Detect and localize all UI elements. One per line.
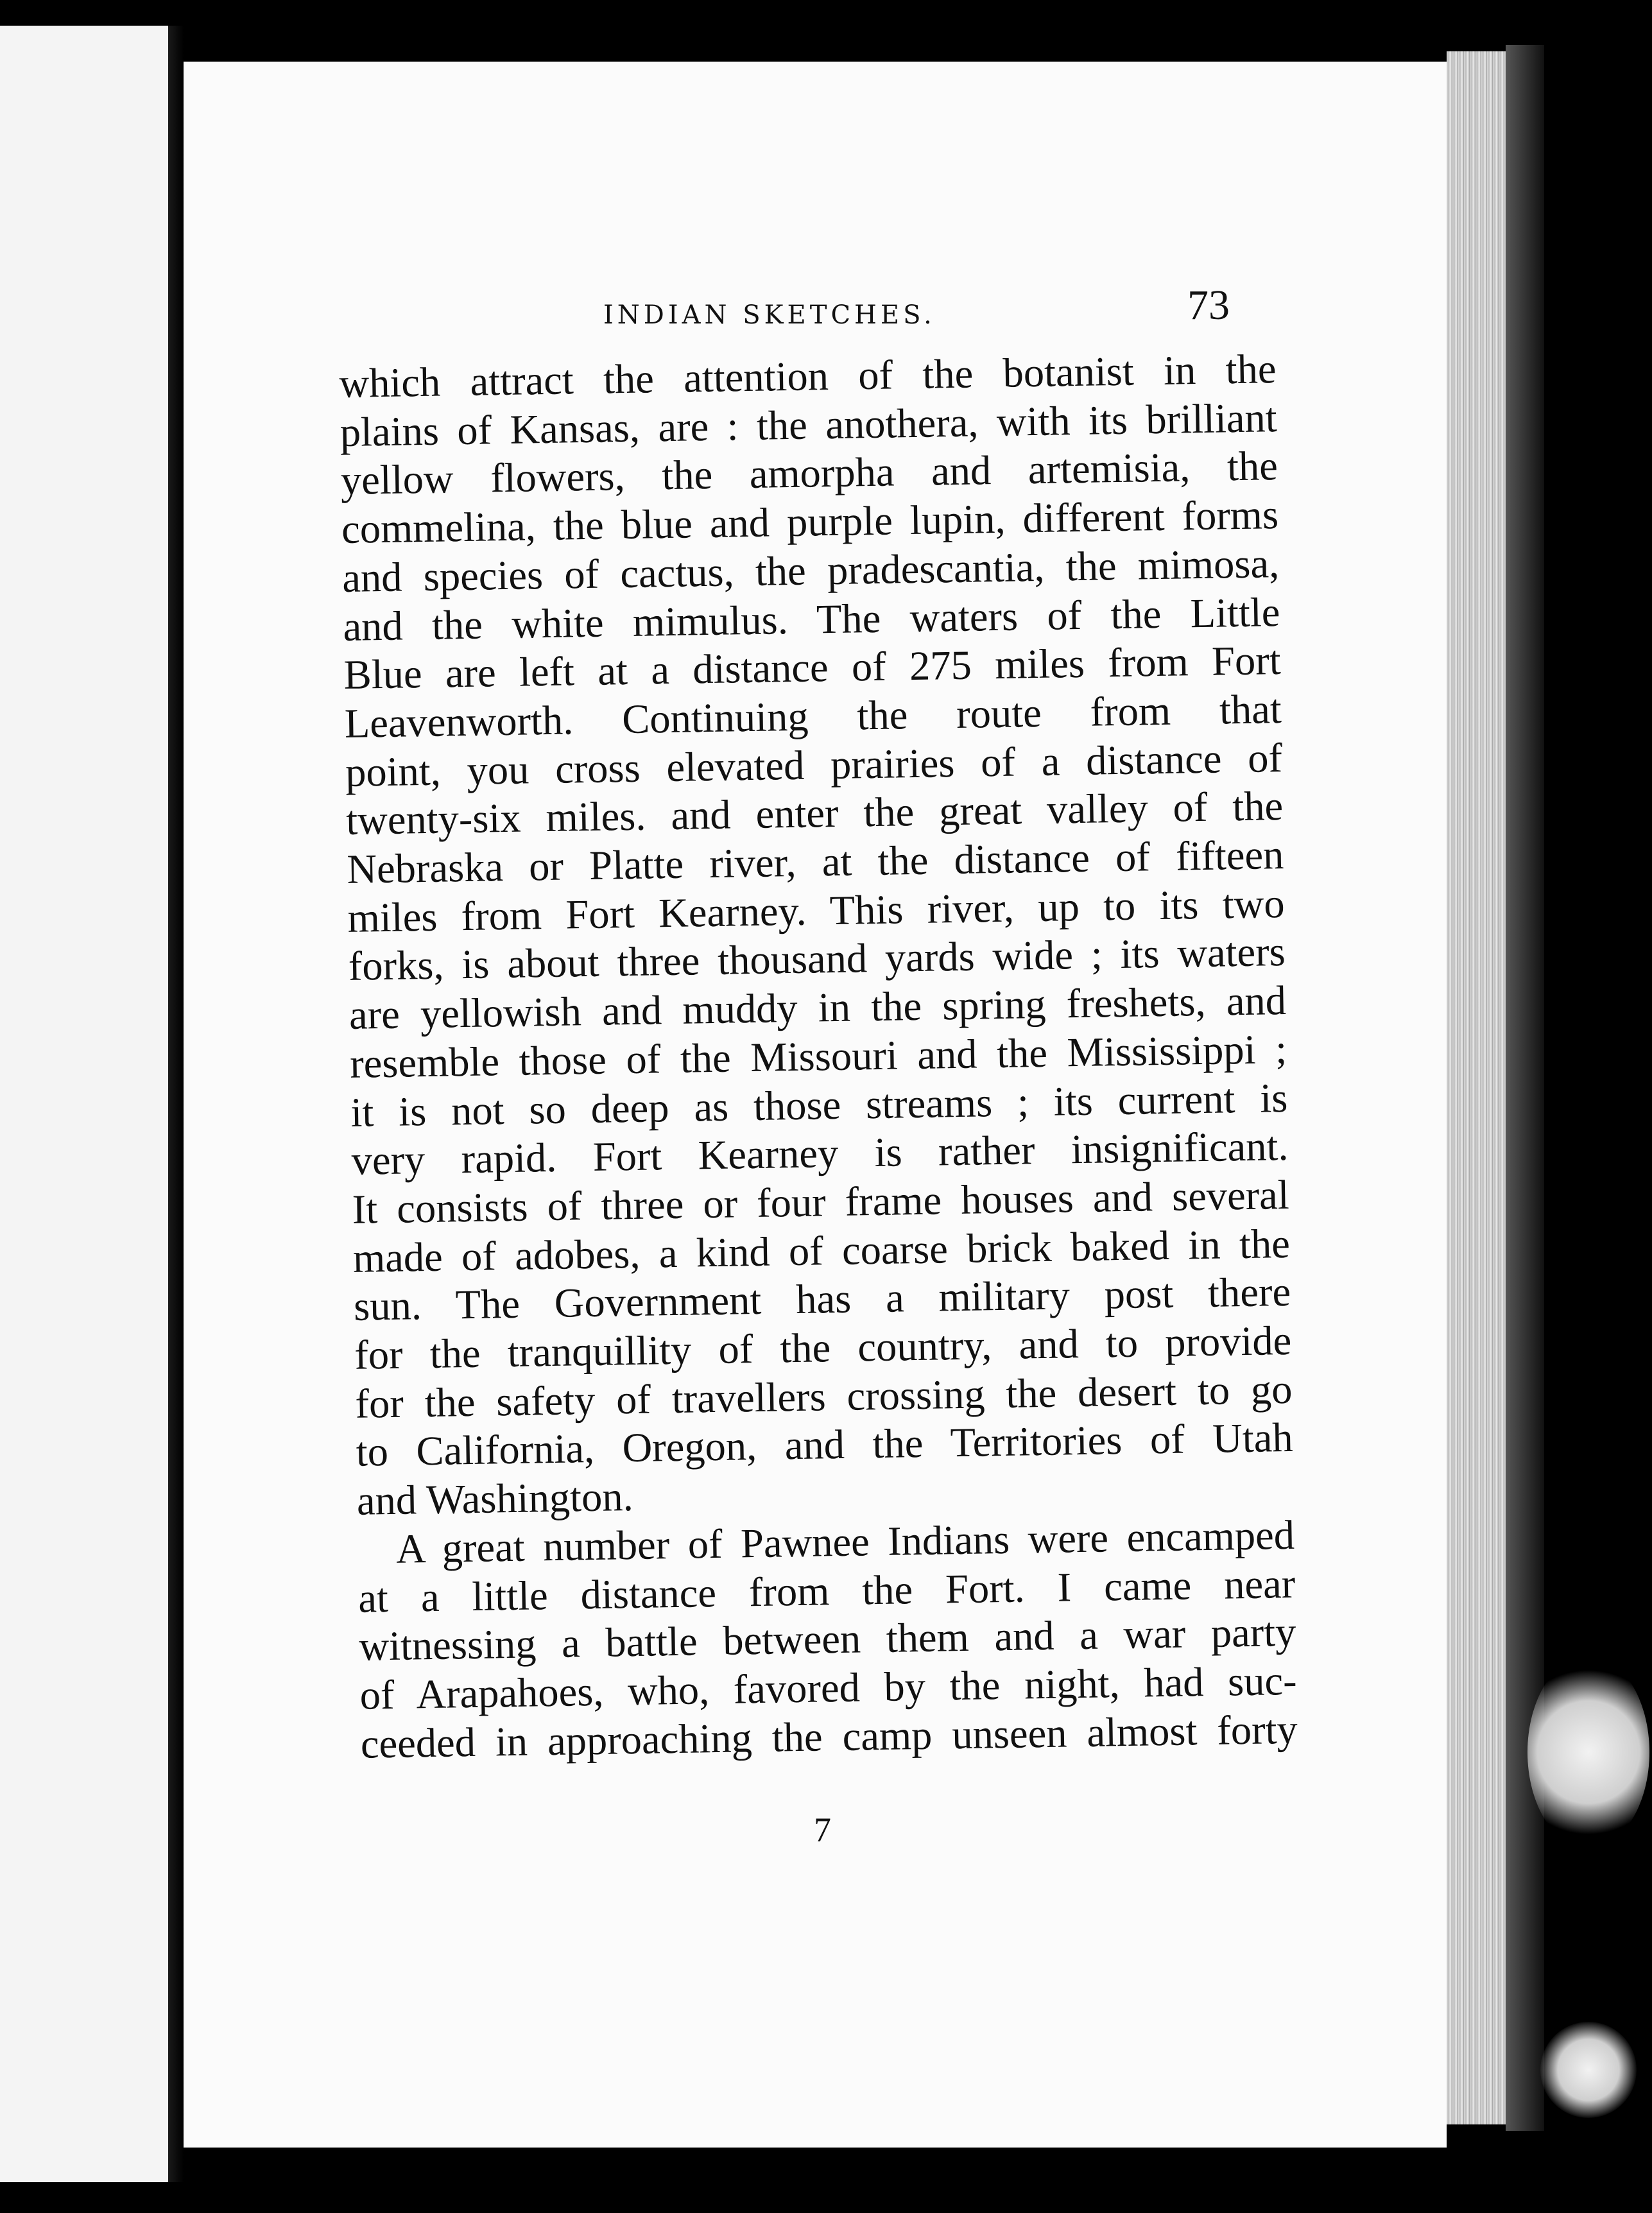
text-line: it is not so deep as those streams ; its current is xyxy=(350,1074,1288,1135)
text-line: and Washington. xyxy=(356,1474,634,1524)
text-line: Nebraska or Platte river, at the distance of fifteen xyxy=(346,832,1284,892)
text-line: to California, Oregon, and the Territories of Utah xyxy=(356,1415,1294,1476)
page-edges xyxy=(1447,51,1506,2124)
page-header xyxy=(359,270,1258,347)
text-line: are yellowish and muddy in the spring freshets, and xyxy=(348,977,1287,1038)
left-page-margin xyxy=(0,26,170,2182)
text-line: and species of cactus, the pradescantia, the mimosa, xyxy=(341,540,1280,601)
gutter-shadow xyxy=(168,26,184,2182)
text-line: A great number of Pawnee Indians were encamped xyxy=(395,1511,1295,1572)
text-line: very rapid. Fort Kearney is rather insignificant. xyxy=(351,1123,1289,1184)
page-edge-shadow xyxy=(1506,45,1544,2131)
text-line: Blue are left at a distance of 275 miles from Fort xyxy=(343,637,1282,698)
text-line: It consists of three or four frame houses and several xyxy=(352,1171,1290,1232)
text-line: of Arapahoes, who, favored by the night, had suc- xyxy=(359,1657,1298,1718)
text-line: for the safety of travellers crossing the desert to go xyxy=(355,1366,1293,1427)
text-line: witnessing a battle between them and a war party xyxy=(358,1609,1296,1670)
text-line: miles from Fort Kearney. This river, up to its two xyxy=(347,880,1286,941)
text-line: point, you cross elevated prairies of a distance of xyxy=(345,734,1283,795)
text-line: made of adobes, a kind of coarse brick baked in the xyxy=(352,1220,1291,1281)
scan-blot-lower xyxy=(1540,2022,1637,2118)
text-line: Leavenworth. Continuing the route from that xyxy=(344,685,1282,746)
text-line: yellow flowers, the amorpha and artemisia, the xyxy=(340,443,1278,504)
text-line: plains of Kansas, are : the anothera, with its brilliant xyxy=(340,394,1278,455)
signature-mark: 7 xyxy=(814,1811,831,1849)
text-line: sun. The Government has a military post there xyxy=(353,1269,1291,1330)
text-line: for the tranquillity of the country, and to provide xyxy=(354,1317,1292,1378)
body-text xyxy=(339,345,1298,1768)
page-number: 73 xyxy=(1187,282,1230,329)
scan-blot-upper xyxy=(1527,1656,1649,1848)
text-line: commelina, the blue and purple lupin, different forms xyxy=(341,492,1279,553)
text-line: which attract the attention of the botanist in the xyxy=(339,346,1277,406)
text-line: and the white mimulus. The waters of the Little xyxy=(342,589,1280,650)
text-line: ceeded in approaching the camp unseen almost forty xyxy=(360,1706,1298,1767)
text-line: forks, is about three thousand yards wide ; its waters xyxy=(348,929,1286,990)
running-head: INDIAN SKETCHES. xyxy=(603,300,936,330)
text-line: at a little distance from the Fort. I came near xyxy=(357,1560,1296,1621)
text-line: resemble those of the Missouri and the Mississippi ; xyxy=(349,1026,1287,1087)
text-line: twenty-six miles. and enter the great valley of the xyxy=(345,783,1284,844)
